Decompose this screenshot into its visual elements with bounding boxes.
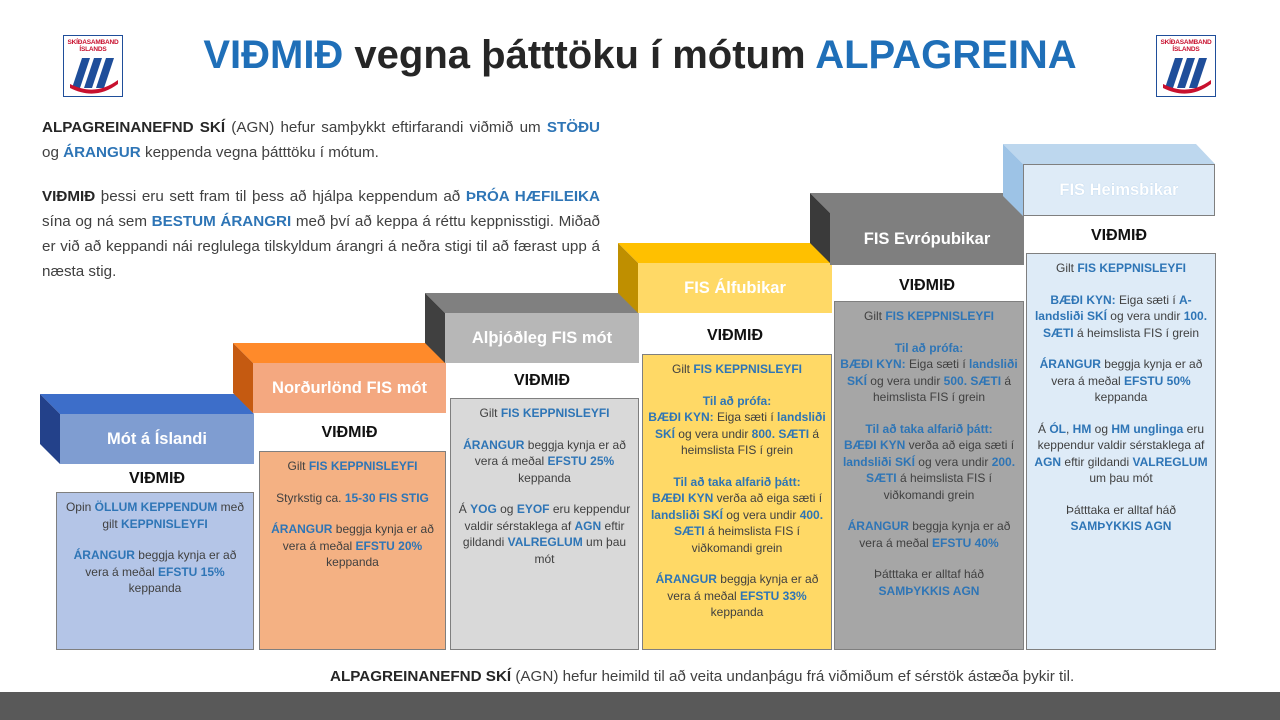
- footer-a: ALPAGREINANEFND SKÍ: [330, 668, 512, 685]
- step-4-card: [642, 354, 832, 650]
- step-2-label: Norðurlönd FIS mót: [253, 363, 446, 413]
- footer-b: (AGN) hefur heimild til að veita undanþágu frá viðmiðum ef sérstök ástæða þykir til.: [511, 668, 1075, 685]
- step-5-card: [834, 301, 1024, 650]
- intro2-d: sína og ná sem: [42, 213, 152, 230]
- step-4-vidmid: VIÐMIÐ: [707, 327, 763, 344]
- step-6-label: FIS Heimsbikar: [1023, 164, 1215, 216]
- intro2-b: þessi eru sett fram til þess að hjálpa keppendum að: [95, 188, 466, 205]
- step-4-top: [618, 243, 832, 263]
- step-2-top: [233, 343, 446, 363]
- card-3-para-3: Á YOG og EYOF eru keppendur valdir sérstaklega af AGN eftir gildandi VALREGLUM um þau mót: [458, 502, 631, 566]
- card-2-para-1: Gilt FIS KEPPNISLEYFI: [287, 459, 418, 473]
- card-4-para-3: Til að taka alfarið þátt: BÆÐI KYN verða að eiga sæti í landsliði SKÍ og vera undir 400. SÆTI á heimslista FIS í viðkomandi grein: [650, 474, 824, 555]
- step-2-vidmid: VIÐMIÐ: [321, 424, 378, 441]
- step-6-top: [1003, 144, 1215, 164]
- step-1-card: [56, 492, 254, 650]
- footer-note: [330, 668, 1074, 685]
- logo-line-1: SKÍÐASAMBAND: [1160, 39, 1212, 46]
- title-part-1: VIÐMIÐ: [203, 33, 344, 77]
- card-3-para-2: ÁRANGUR beggja kynja er að vera á meðal EFSTU 25% keppanda: [463, 437, 626, 485]
- intro1-c: STÖÐU: [546, 119, 600, 136]
- card-6-para-5: Þátttaka er alltaf háð SAMÞYKKIS AGN: [1065, 502, 1177, 533]
- card-6-para-1: Gilt FIS KEPPNISLEYFI: [1055, 261, 1187, 275]
- intro-paragraph-1: [42, 115, 600, 165]
- card-2-para-2: Styrkstig ca. 15-30 FIS STIG: [276, 490, 429, 505]
- intro1-d: og: [42, 144, 64, 161]
- card-4-para-1: Gilt FIS KEPPNISLEYFI: [671, 362, 803, 376]
- step-3-vidmid: VIÐMIÐ: [514, 372, 570, 389]
- step-6-vidmid: VIÐMIÐ: [1091, 227, 1147, 244]
- card-6-para-3: ÁRANGUR beggja kynja er að vera á meðal EFSTU 50% keppanda: [1039, 357, 1203, 404]
- step-5-vidmid: VIÐMIÐ: [899, 277, 955, 294]
- card-5-para-3: Til að taka alfarið þátt: BÆÐI KYN verða að eiga sæti í landsliði SKÍ og vera undir 200. SÆTI á heimslista FIS í viðkomandi grein: [842, 421, 1016, 502]
- card-3-para-1: Gilt FIS KEPPNISLEYFI: [479, 406, 610, 420]
- card-1-para-1: Opin ÖLLUM KEPPENDUM með gilt KEPPNISLEYFI: [65, 500, 245, 531]
- step-3-card: [450, 398, 639, 650]
- card-5-para-5: Þátttaka er alltaf háð SAMÞYKKIS AGN: [873, 567, 985, 598]
- step-1-top: [40, 394, 254, 414]
- step-1-vidmid: VIÐMIÐ: [129, 470, 185, 487]
- intro2-f: með því að keppa á réttu keppnisstigi. Miðað er við að keppandi nái reglulega tilskyldum árangri á neðra stigi til að færast upp á næsta stig.: [42, 213, 600, 280]
- page-title: [0, 33, 1280, 78]
- step-3-label: Alþjóðleg FIS mót: [445, 313, 639, 363]
- intro2-e: BESTUM ÁRANGRI: [151, 213, 292, 230]
- step-5-top: [810, 193, 1024, 213]
- logo-line-2: ÍSLANDS: [1172, 46, 1200, 53]
- footer-bar: [0, 692, 1280, 720]
- step-5-label: FIS Evrópubikar: [830, 213, 1024, 265]
- step-2-card: [259, 451, 446, 650]
- step-3-top: [425, 293, 639, 313]
- intro1-e: ÁRANGUR: [63, 144, 141, 161]
- step-6-card: [1026, 253, 1216, 650]
- intro1-f: keppenda vegna þátttöku í mótum.: [140, 144, 379, 161]
- card-5-para-2: Til að prófa: BÆÐI KYN: Eiga sæti í landsliði SKÍ og vera undir 500. SÆTI á heimslista FIS í grein: [840, 340, 1018, 404]
- title-part-3: ALPAGREINA: [815, 33, 1077, 77]
- logo-line-2: ÍSLANDS: [79, 46, 107, 53]
- step-4-label: FIS Álfubikar: [638, 263, 832, 313]
- intro1-a: ALPAGREINANEFND SKÍ: [42, 119, 226, 136]
- intro2-c: ÞRÓA HÆFILEIKA: [465, 188, 600, 205]
- card-6-para-2: BÆÐI KYN: Eiga sæti í A-landsliði SKÍ og vera undir 100. SÆTI á heimslista FIS í grein: [1034, 292, 1208, 340]
- card-4-para-2: Til að prófa: BÆÐI KYN: Eiga sæti í landsliði SKÍ og vera undir 800. SÆTI á heimslista FIS í grein: [648, 393, 826, 457]
- title-part-2: vegna þátttöku í mótum: [343, 33, 816, 77]
- intro1-b: (AGN) hefur samþykkt eftirfarandi viðmið um: [225, 119, 547, 136]
- card-6-para-4: Á ÓL, HM og HM unglinga eru keppendur valdir sérstaklega af AGN eftir gildandi VALREGLUM um þau mót: [1034, 421, 1208, 485]
- intro2-a: VIÐMIÐ: [42, 188, 96, 205]
- card-2-para-3: ÁRANGUR beggja kynja er að vera á meðal EFSTU 20% keppanda: [271, 522, 434, 569]
- logo-line-1: SKÍÐASAMBAND: [67, 39, 119, 46]
- card-5-para-4: ÁRANGUR beggja kynja er að vera á meðal EFSTU 40%: [847, 519, 1011, 550]
- card-1-para-2: ÁRANGUR beggja kynja er að vera á meðal EFSTU 15% keppanda: [73, 548, 237, 595]
- card-5-para-1: Gilt FIS KEPPNISLEYFI: [863, 309, 995, 323]
- card-4-para-4: ÁRANGUR beggja kynja er að vera á meðal EFSTU 33% keppanda: [655, 572, 819, 619]
- intro-paragraph-2: [42, 184, 600, 284]
- step-1-label: Mót á Íslandi: [60, 414, 254, 464]
